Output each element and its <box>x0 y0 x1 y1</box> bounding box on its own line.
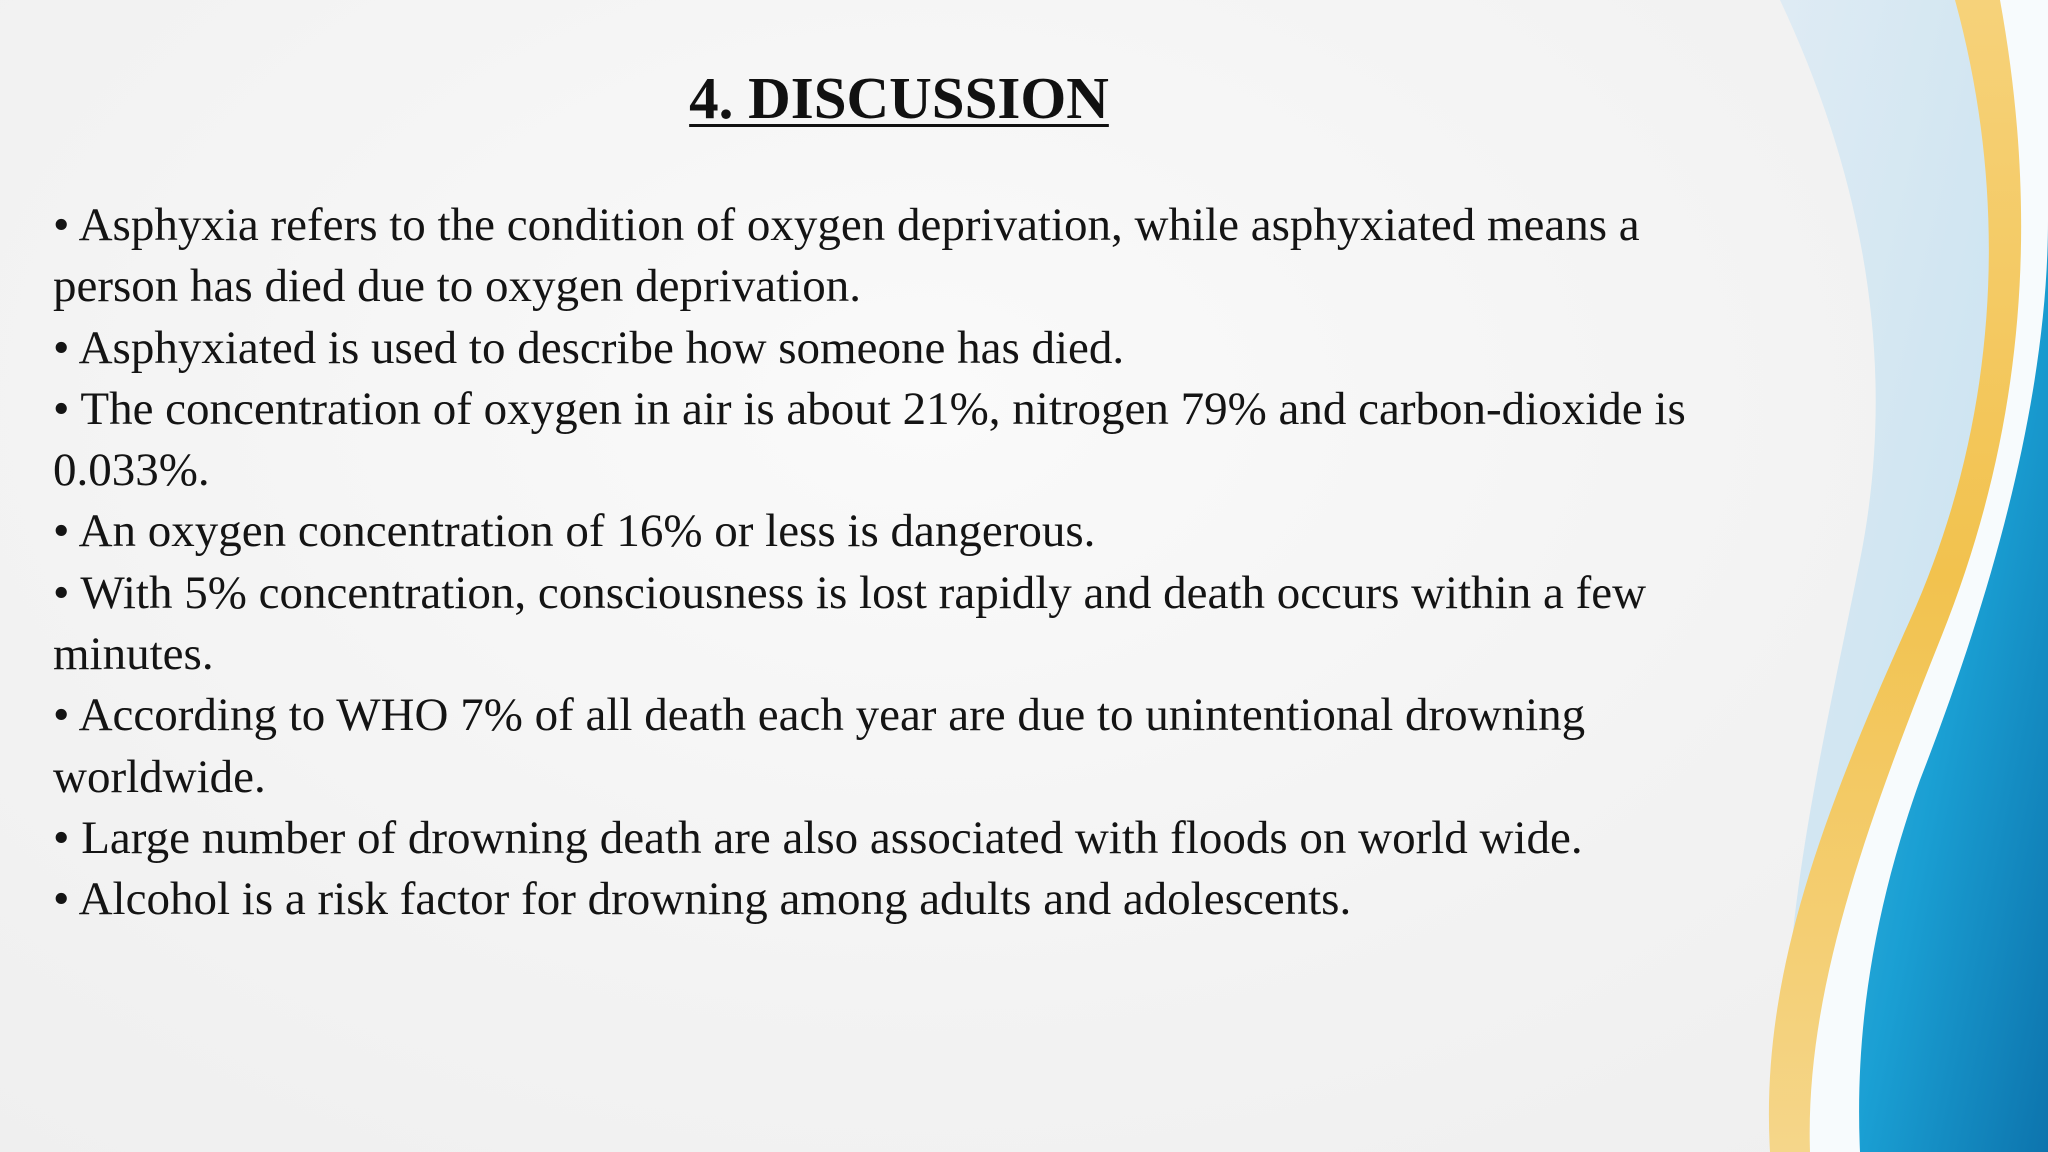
bullet-item: • According to WHO 7% of all death each year are due to unintentional drowning worldwide. <box>53 689 1586 803</box>
bullet-item: • With 5% concentration, consciousness is lost rapidly and death occurs within a few minutes. <box>53 566 1647 681</box>
slide-title-text: 4. DISCUSSION <box>689 65 1109 131</box>
bullet-item: • Alcohol is a risk factor for drowning among adults and adolescents. <box>53 873 1352 926</box>
slide-title <box>0 62 1798 134</box>
bullet-list <box>53 195 1743 931</box>
bullet-item: • Asphyxiated is used to describe how someone has died. <box>53 321 1125 374</box>
bullet-item: • Asphyxia refers to the condition of oxygen deprivation, while asphyxiated means a person has died due to oxygen deprivation. <box>53 199 1640 313</box>
bullet-item: • An oxygen concentration of 16% or less is dangerous. <box>53 505 1096 558</box>
bullet-item: • Large number of drowning death are also associated with floods on world wide. <box>53 811 1583 864</box>
bullet-item: • The concentration of oxygen in air is about 21%, nitrogen 79% and carbon-dioxide is 0.033%. <box>53 382 1686 497</box>
